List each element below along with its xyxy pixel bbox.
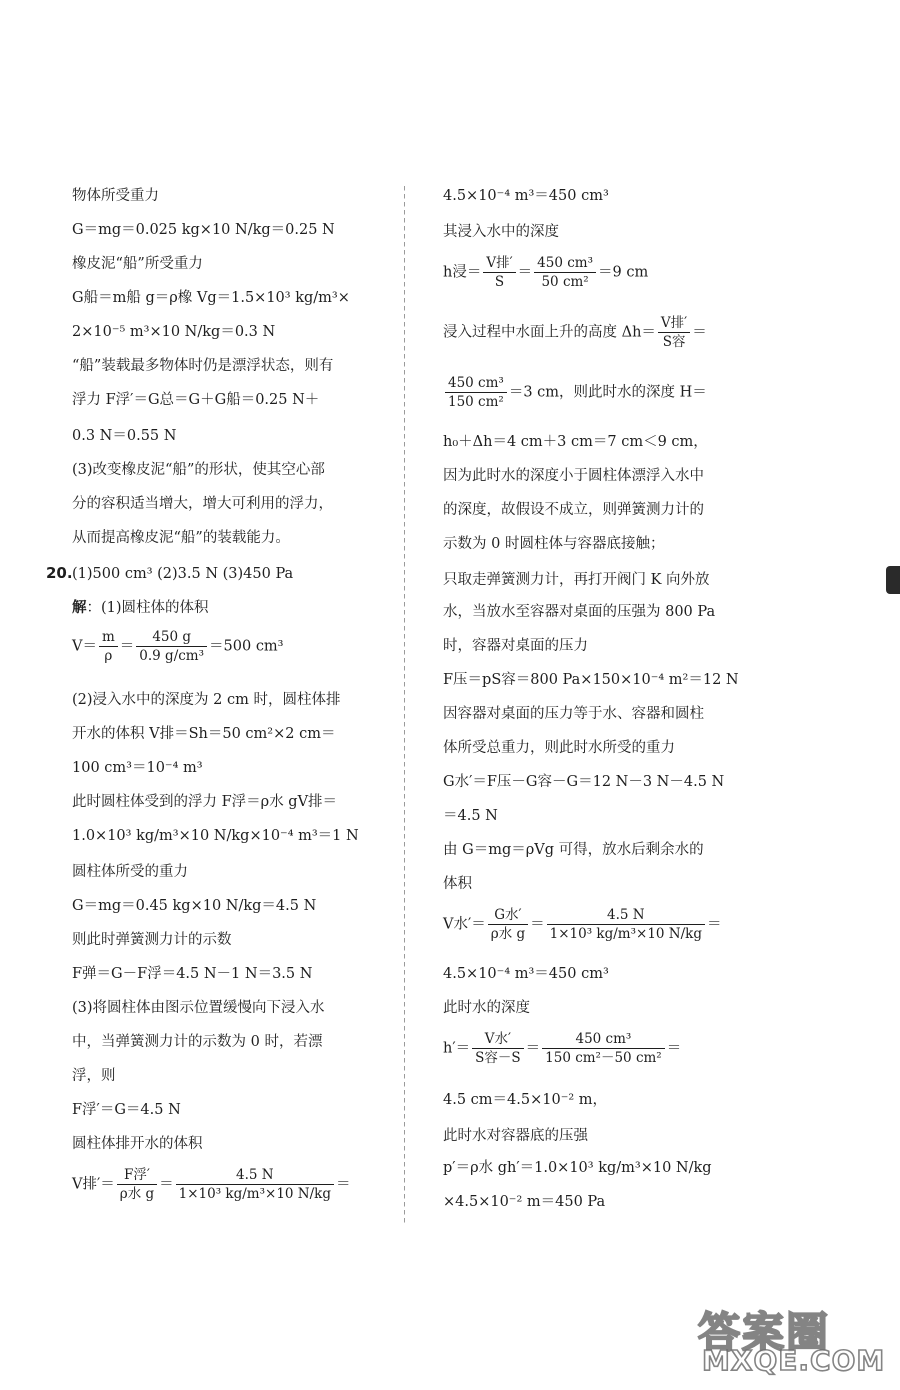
numerator: 4.5 N (176, 1166, 334, 1185)
text-line: 体所受总重力，则此时水所受的重力 (443, 740, 675, 756)
formula-mid: ＝ (159, 1176, 174, 1193)
text-line: 由 G＝mg＝ρVg 可得，放水后剩余水的 (443, 842, 704, 858)
text-line: 橡皮泥“船”所受重力 (72, 256, 203, 272)
formula-immersion-depth (443, 254, 648, 291)
formula-lhs: V＝ (72, 638, 97, 655)
equation-line: 100 cm³＝10⁻⁴ m³ (72, 760, 203, 776)
numerator: 450 cm³ (534, 254, 596, 273)
page-edge-mark (886, 566, 900, 594)
watermark-top-text: 答案圈 (698, 1308, 831, 1357)
formula-pre: 浸入过程中水面上升的高度 Δh＝ (443, 324, 656, 341)
text-line: (2)浸入水中的深度为 2 cm 时，圆柱体排 (72, 692, 341, 708)
equation-line: p′＝ρ水 gh′＝1.0×10³ kg/m³×10 N/kg (443, 1160, 712, 1176)
formula-mid: ＝ (530, 916, 545, 933)
text-line: 水，当放水至容器对桌面的压强为 800 Pa (443, 604, 716, 620)
formula-rhs: ＝500 cm³ (209, 638, 284, 655)
equation-line: 浮力 F浮′＝G总＝G＋G船＝0.25 N＋ (72, 392, 320, 408)
equation-line: ×4.5×10⁻² m＝450 Pa (443, 1194, 606, 1210)
numerator: 4.5 N (547, 906, 705, 925)
denominator: S容 (662, 334, 686, 350)
text-line: 从而提高橡皮泥“船”的装载能力。 (72, 530, 290, 546)
formula-displaced-volume (72, 1166, 350, 1203)
denominator: 0.9 g/cm³ (139, 648, 205, 664)
formula-rhs: ＝9 cm (598, 264, 649, 281)
text-line: 圆柱体所受的重力 (72, 864, 188, 880)
equation-line: 此时圆柱体受到的浮力 F浮＝ρ水 gV排＝ (72, 794, 338, 810)
column-divider (404, 186, 405, 1226)
fraction (547, 906, 705, 943)
fraction (445, 374, 507, 411)
numerator: m (99, 628, 118, 647)
formula-lhs: h浸＝ (443, 264, 482, 281)
text-line: 则此时弹簧测力计的示数 (72, 932, 232, 948)
formula-volume (72, 628, 284, 665)
text-line: 示数为 0 时圆柱体与容器底接触； (443, 536, 665, 552)
formula-water-depth (443, 1030, 681, 1067)
formula-mid: ＝ (517, 264, 533, 281)
numerator: F浮′ (117, 1166, 157, 1185)
denominator: S (494, 274, 505, 290)
equation-line: G＝mg＝0.025 kg×10 N/kg＝0.25 N (72, 222, 335, 238)
formula-rhs: ＝ (335, 1176, 351, 1193)
equation-line: 1.0×10³ kg/m³×10 N/kg×10⁻⁴ m³＝1 N (72, 828, 359, 844)
solution-heading (72, 598, 209, 618)
formula-rhs: ＝ (692, 324, 707, 341)
denominator: ρ水 g (490, 926, 526, 942)
fraction (488, 906, 528, 943)
equation-line: 4.5×10⁻⁴ m³＝450 cm³ (443, 966, 609, 982)
fraction (658, 314, 690, 351)
formula-lhs: V水′＝ (443, 916, 486, 933)
text-line: 分的容积适当增大，增大可利用的浮力， (72, 496, 333, 512)
equation-line: 2×10⁻⁵ m³×10 N/kg＝0.3 N (72, 324, 276, 340)
formula-remaining-volume (443, 906, 721, 943)
text-line: 中，当弹簧测力计的示数为 0 时，若漂 (72, 1034, 323, 1050)
equation-line: 0.3 N＝0.55 N (72, 428, 177, 444)
formula-rise-height (443, 314, 707, 351)
denominator: ρ水 g (119, 1186, 155, 1202)
equation-line: G水′＝F压－G容－G＝12 N－3 N－4.5 N (443, 774, 725, 790)
denominator: 1×10³ kg/m³×10 N/kg (178, 1186, 331, 1202)
fraction (117, 1166, 157, 1203)
fraction (534, 254, 596, 291)
formula-mid: ＝ (119, 638, 135, 655)
equation-line: F浮′＝G＝4.5 N (72, 1102, 181, 1118)
equation-line: F弹＝G－F浮＝4.5 N－1 N＝3.5 N (72, 966, 313, 982)
formula-rhs: ＝3 cm，则此时水的深度 H＝ (508, 384, 707, 401)
equation-line: F压＝pS容＝800 Pa×150×10⁻⁴ m²＝12 N (443, 672, 739, 688)
equation-line: 开水的体积 V排＝Sh＝50 cm²×2 cm＝ (72, 726, 336, 742)
text-line: 物体所受重力 (72, 188, 159, 204)
formula-mid: ＝ (525, 1040, 541, 1057)
text-line: 因容器对桌面的压力等于水、容器和圆柱 (443, 706, 704, 722)
fraction (136, 628, 207, 665)
text-line: 其浸入水中的深度 (443, 224, 559, 240)
watermark-bottom-text: MXQE.COM (702, 1344, 886, 1377)
denominator: ρ (104, 648, 113, 664)
text-line: 因为此时水的深度小于圆柱体漂浮入水中 (443, 468, 704, 484)
fraction (176, 1166, 334, 1203)
numerator: V排′ (658, 314, 690, 333)
formula-rhs: ＝ (706, 916, 722, 933)
equation-line: G船＝m船 g＝ρ橡 Vg＝1.5×10³ kg/m³× (72, 290, 350, 306)
denominator: S容－S (475, 1050, 521, 1066)
solution-text: ：(1)圆柱体的体积 (86, 600, 209, 616)
watermark-logo (698, 1300, 884, 1376)
text-line: 浮，则 (72, 1068, 116, 1084)
numerator: G水′ (488, 906, 528, 925)
denominator: 150 cm² (448, 394, 504, 410)
numerator: 450 cm³ (542, 1030, 665, 1049)
equation-line: h₀＋Δh＝4 cm＋3 cm＝7 cm＜9 cm， (443, 434, 708, 450)
text-line: “船”装载最多物体时仍是漂浮状态，则有 (72, 358, 334, 374)
numerator: 450 g (136, 628, 207, 647)
equation-line: G＝mg＝0.45 kg×10 N/kg＝4.5 N (72, 898, 317, 914)
fraction (99, 628, 118, 665)
numerator: V水′ (472, 1030, 524, 1049)
fraction (542, 1030, 665, 1067)
equation-line: ＝4.5 N (443, 808, 498, 824)
solution-label: 解 (72, 599, 87, 616)
text-line: 时，容器对桌面的压力 (443, 638, 588, 654)
text-line: (3)改变橡皮泥“船”的形状，使其空心部 (72, 462, 325, 478)
fraction (472, 1030, 524, 1067)
denominator: 50 cm² (541, 274, 589, 290)
text-line: (3)将圆柱体由图示位置缓慢向下浸入水 (72, 1000, 325, 1016)
formula-lhs: h′＝ (443, 1040, 471, 1057)
denominator: 1×10³ kg/m³×10 N/kg (549, 926, 702, 942)
text-line: 的深度，故假设不成立，则弹簧测力计的 (443, 502, 704, 518)
equation-line: 4.5 cm＝4.5×10⁻² m， (443, 1092, 608, 1108)
numerator: 450 cm³ (445, 374, 507, 393)
question-number: 20. (46, 564, 73, 582)
fraction (483, 254, 515, 291)
formula-rise-value (443, 374, 707, 411)
text-line: 圆柱体排开水的体积 (72, 1136, 203, 1152)
text-line: 此时水对容器底的压强 (443, 1128, 588, 1144)
formula-rhs: ＝ (666, 1040, 682, 1057)
formula-lhs: V排′＝ (72, 1176, 115, 1193)
text-line: 只取走弹簧测力计，再打开阀门 K 向外放 (443, 572, 710, 588)
denominator: 150 cm²－50 cm² (545, 1050, 662, 1066)
numerator: V排′ (483, 254, 515, 273)
text-line: 此时水的深度 (443, 1000, 530, 1016)
answer-summary: (1)500 cm³ (2)3.5 N (3)450 Pa (72, 566, 294, 582)
equation-line: 4.5×10⁻⁴ m³＝450 cm³ (443, 188, 609, 204)
text-line: 体积 (443, 876, 472, 892)
